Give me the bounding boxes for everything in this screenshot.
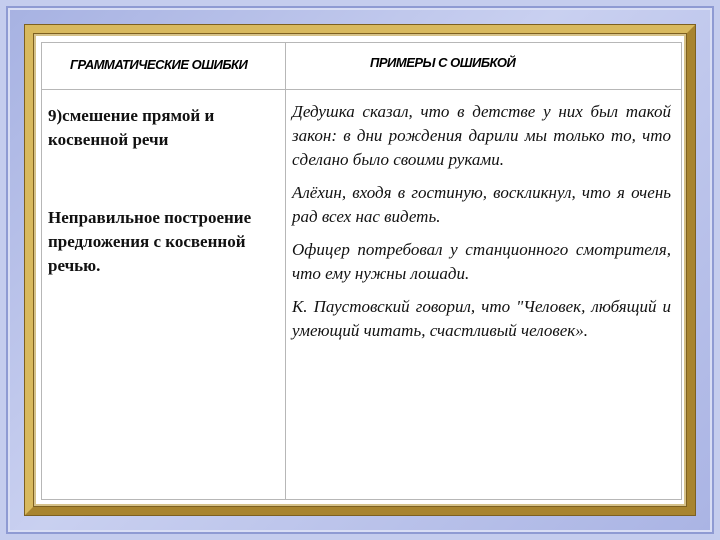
table-row [42, 90, 682, 500]
error-type-description: Неправильное построение предложения с косвенной речью. [48, 208, 252, 275]
header-grammar-errors: ГРАММАТИЧЕСКИЕ ОШИБКИ [70, 57, 248, 72]
slide-content-panel [36, 36, 684, 504]
table-header-row [42, 43, 682, 90]
errors-table [41, 42, 682, 500]
header-cell-errors [42, 43, 286, 90]
example-sentence: К. Паустовский говорил, что "Человек, любящий и умеющий читать, счастливый человек». [292, 297, 671, 340]
example-sentence: Алёхин, входя в гостиную, воскликнул, что я очень рад всех нас видеть. [292, 183, 671, 226]
error-type-cell [42, 90, 286, 500]
header-examples-with-error: ПРИМЕРЫ С ОШИБКОЙ [370, 55, 516, 70]
example-sentence: Дедушка сказал, что в детстве у них был такой закон: в дни рождения дарили мы только то, что сделано было своими руками. [292, 102, 671, 169]
examples-cell [286, 90, 682, 500]
header-cell-examples [286, 43, 682, 90]
example-sentence: Офицер потребовал у станционного смотрителя, что ему нужны лошади. [292, 240, 671, 283]
error-type-title: 9)смешение прямой и косвенной речи [48, 106, 215, 149]
